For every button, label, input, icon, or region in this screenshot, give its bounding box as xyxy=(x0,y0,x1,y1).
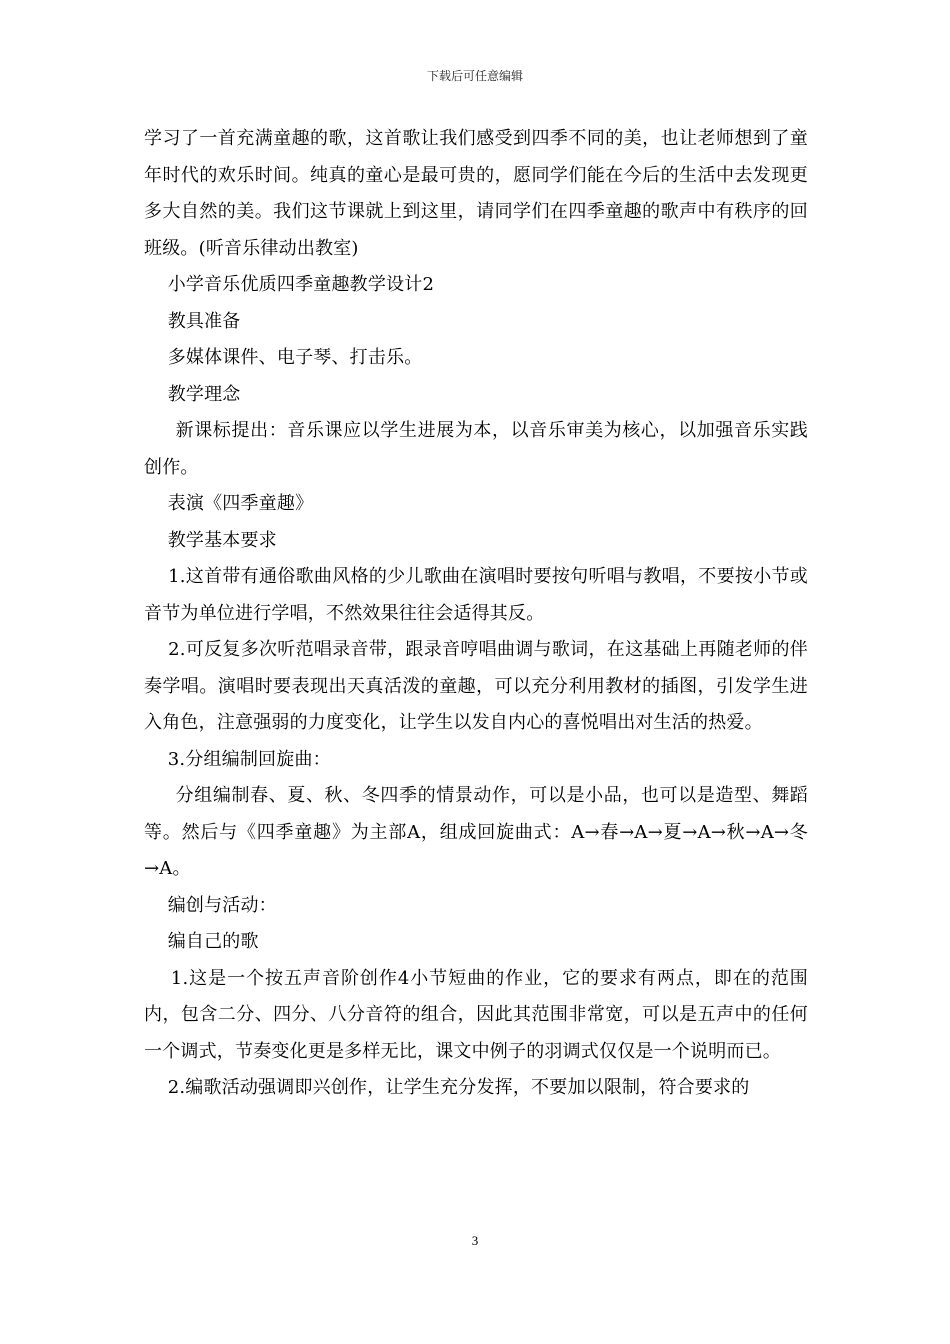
heading-compose-song: 编自己的歌 xyxy=(144,931,259,952)
document-body xyxy=(144,121,808,1107)
heading-performance: 表演《四季童趣》 xyxy=(144,493,314,514)
list-item: 1.这首带有通俗歌曲风格的少儿歌曲在演唱时要按句听唱与教唱，不要按小节或音节为单位进行学唱，不然效果往往会适得其反。 xyxy=(144,566,809,624)
list-item: 1.这是一个按五声音阶创作4小节短曲的作业，它的要求有两点，即在的范围内，包含二分、四分、八分音符的组合，因此其范围非常宽，可以是五声中的任何一个调式，节奏变化更是多样无比，课文中例子的羽调式仅仅是一个说明而已。 xyxy=(144,967,809,1062)
paragraph: 新课标提出：音乐课应以学生进展为本，以音乐审美为核心，以加强音乐实践创作。 xyxy=(144,420,809,478)
list-item: 3.分组编制回旋曲： xyxy=(144,748,331,770)
heading-basic-requirements: 教学基本要求 xyxy=(144,529,277,551)
heading-teaching-philosophy: 教学理念 xyxy=(144,383,241,405)
page-number: 3 xyxy=(471,1233,479,1248)
paragraph: 学习了一首充满童趣的歌，这首歌让我们感受到四季不同的美，也让老师想到了童年时代的欢乐时间。纯真的童心是最可贵的，愿同学们能在今后的生活中去发现更多大自然的美。我们这节课就上到这里，请同学们在四季童趣的歌声中有秩序的回班级。(听音乐律动出教室) xyxy=(144,128,808,259)
header-note: 下载后可任意编辑 xyxy=(426,69,523,83)
list-item: 2.编歌活动强调即兴创作，让学生充分发挥，不要加以限制，符合要求的 xyxy=(144,1077,750,1098)
paragraph: 分组编制春、夏、秋、冬四季的情景动作，可以是小品，也可以是造型、舞蹈等。然后与《四季童趣》为主部A，组成回旋曲式：A→春→A→夏→A→秋→A→冬→A。 xyxy=(144,785,809,879)
paragraph: 多媒体课件、电子琴、打击乐。 xyxy=(144,347,423,368)
heading-teaching-aids: 教具准备 xyxy=(144,310,241,332)
section-title: 小学音乐优质四季童趣教学设计2 xyxy=(144,274,435,295)
heading-creation-activity: 编创与活动： xyxy=(144,894,277,916)
list-item: 2.可反复多次听范唱录音带，跟录音哼唱曲调与歌词，在这基础上再随老师的伴奏学唱。演唱时要表现出天真活泼的童趣，可以充分利用教材的插图，引发学生进入角色，注意强弱的力度变化，让学生以发自内心的喜悦唱出对生活的热爱。 xyxy=(144,639,809,733)
